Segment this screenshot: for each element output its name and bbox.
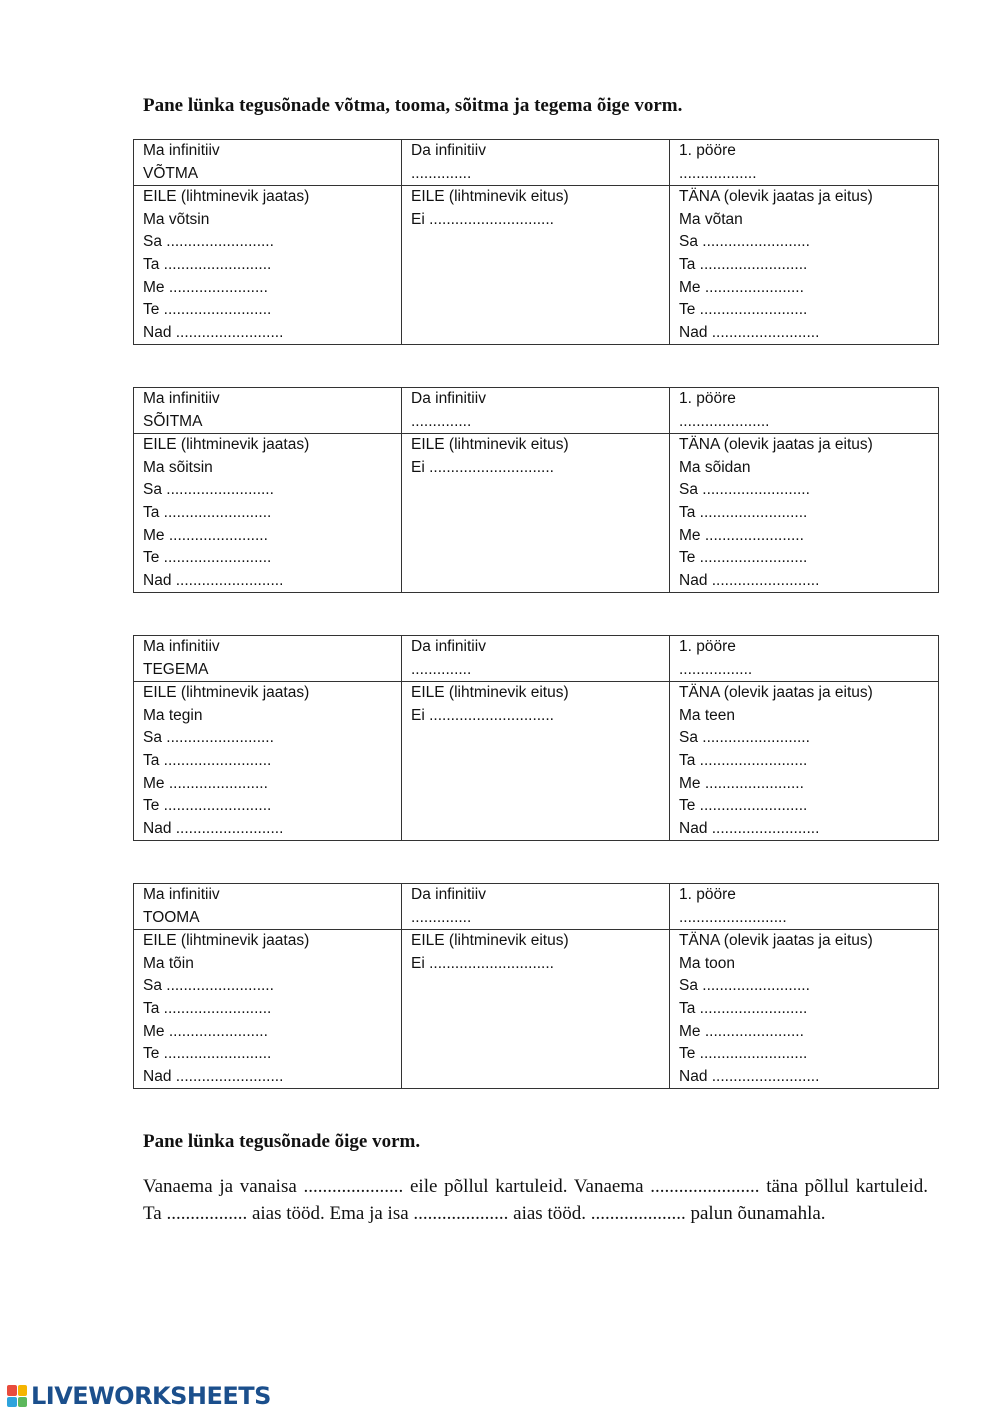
blank-field[interactable]: Ei ............................. — [411, 706, 554, 724]
blank-field[interactable]: Ei ............................. — [411, 458, 554, 476]
blank-field[interactable]: Nad ......................... — [679, 571, 820, 589]
blank-field[interactable]: Te ......................... — [143, 301, 272, 319]
first-person-cell — [670, 388, 939, 434]
blank-field[interactable]: Me ....................... — [143, 278, 268, 296]
past-negative-cell — [402, 186, 670, 345]
section-title: Pane lünka tegusõnade õige vorm. — [143, 1131, 421, 1152]
da-infinitive-cell — [402, 140, 670, 186]
blank-field[interactable]: Me ....................... — [679, 774, 804, 792]
cell-line: Da infinitiiv — [411, 886, 486, 903]
blank-field[interactable]: Te ......................... — [679, 1045, 808, 1063]
blank-field[interactable]: Te ......................... — [679, 301, 808, 319]
blank-field[interactable]: Sa ......................... — [679, 481, 810, 499]
blank-field[interactable]: Sa ......................... — [679, 233, 810, 251]
blank-field[interactable]: Nad ......................... — [679, 819, 820, 837]
cell-heading: EILE (lihtminevik eitus) — [411, 188, 569, 206]
logo-square — [18, 1385, 28, 1396]
blank-field[interactable]: .............. — [411, 164, 472, 182]
first-person-cell — [670, 140, 939, 186]
verb-table-tegema — [133, 635, 939, 841]
cell-line: 1. pööre — [679, 142, 736, 159]
da-infinitive-cell — [402, 636, 670, 682]
ma-infinitive-cell — [134, 140, 402, 186]
ma-infinitive-cell — [134, 884, 402, 930]
cell-line: Ma infinitiiv — [143, 142, 220, 159]
blank-field[interactable]: Ta ......................... — [679, 751, 808, 769]
da-infinitive-cell — [402, 388, 670, 434]
blank-field[interactable]: Me ....................... — [679, 1022, 804, 1040]
blank-field[interactable]: Sa ......................... — [143, 729, 274, 747]
table-body-row — [134, 682, 939, 841]
past-affirmative-cell — [134, 682, 402, 841]
past-negative-cell — [402, 930, 670, 1089]
verb-table-soitma — [133, 387, 939, 593]
table-header-row — [134, 636, 939, 682]
present-cell — [670, 434, 939, 593]
blank-field[interactable]: ......................... — [679, 908, 787, 926]
blank-field[interactable]: Nad ......................... — [143, 571, 284, 589]
blank-field[interactable]: Nad ......................... — [679, 1067, 820, 1085]
logo-square — [18, 1397, 28, 1408]
da-infinitive-cell — [402, 884, 670, 930]
cell-heading: TÄNA (olevik jaatas ja eitus) — [679, 932, 873, 950]
blank-field[interactable]: ..................... — [679, 412, 770, 430]
fill-in-paragraph[interactable]: Vanaema ja vanaisa ..................... eile põllul kartuleid. Vanaema ....................... täna põllul kartuleid. Ta ................. aias tööd. Ema ja isa .................... aias tööd. .................... palun õunamahla. — [143, 1176, 928, 1224]
verb-name: TEGEMA — [143, 660, 209, 678]
verb-name: SÕITMA — [143, 412, 203, 430]
blank-field[interactable]: Ta ......................... — [679, 503, 808, 521]
logo-square — [7, 1385, 17, 1396]
logo-text: LIVEWORKSHEETS — [31, 1382, 271, 1410]
liveworksheets-logo[interactable] — [7, 1381, 271, 1411]
cell-heading: EILE (lihtminevik jaatas) — [143, 436, 310, 454]
verb-name: VÕTMA — [143, 164, 199, 182]
blank-field[interactable]: Ei ............................. — [411, 210, 554, 228]
cell-line: 1. pööre — [679, 390, 736, 407]
past-affirmative-cell — [134, 930, 402, 1089]
ma-infinitive-cell — [134, 636, 402, 682]
cell-heading: TÄNA (olevik jaatas ja eitus) — [679, 436, 873, 454]
blank-field[interactable]: Me ....................... — [143, 1022, 268, 1040]
blank-field[interactable]: Sa ......................... — [679, 977, 810, 995]
example-form: Ma sõidan — [679, 458, 751, 476]
blank-field[interactable]: Te ......................... — [143, 797, 272, 815]
blank-field[interactable]: Te ......................... — [143, 549, 272, 567]
present-cell — [670, 930, 939, 1089]
blank-field[interactable]: Sa ......................... — [143, 233, 274, 251]
blank-field[interactable]: Nad ......................... — [143, 819, 284, 837]
first-person-cell — [670, 884, 939, 930]
example-form: Ma toon — [679, 954, 736, 972]
blank-field[interactable]: Me ....................... — [679, 526, 804, 544]
table-header-row — [134, 884, 939, 930]
blank-field[interactable]: Me ....................... — [679, 278, 804, 296]
example-form: Ma sõitsin — [143, 458, 213, 476]
example-form: Ma võtan — [679, 210, 743, 228]
table-header-row — [134, 388, 939, 434]
table-body-row — [134, 186, 939, 345]
cell-heading: EILE (lihtminevik jaatas) — [143, 188, 310, 206]
present-cell — [670, 186, 939, 345]
blank-field[interactable]: Ta ......................... — [679, 999, 808, 1017]
blank-field[interactable]: Sa ......................... — [143, 481, 274, 499]
logo-mark-icon — [7, 1385, 27, 1407]
cell-line: Da infinitiiv — [411, 638, 486, 655]
cell-heading: EILE (lihtminevik jaatas) — [143, 932, 310, 950]
cell-line: Ma infinitiiv — [143, 886, 220, 903]
blank-field[interactable]: Ta ......................... — [143, 255, 272, 273]
cell-line: Ma infinitiiv — [143, 390, 220, 407]
blank-field[interactable]: Ta ......................... — [143, 503, 272, 521]
blank-field[interactable]: Nad ......................... — [143, 1067, 284, 1085]
blank-field[interactable]: Te ......................... — [679, 797, 808, 815]
cell-heading: EILE (lihtminevik eitus) — [411, 684, 569, 702]
cell-heading: TÄNA (olevik jaatas ja eitus) — [679, 684, 873, 702]
present-cell — [670, 682, 939, 841]
blank-field[interactable]: Sa ......................... — [143, 977, 274, 995]
blank-field[interactable]: .............. — [411, 908, 472, 926]
blank-field[interactable]: .................. — [679, 164, 757, 182]
cell-line: 1. pööre — [679, 886, 736, 903]
blank-field[interactable]: Te ......................... — [143, 1045, 272, 1063]
blank-field[interactable]: Ta ......................... — [143, 999, 272, 1017]
table-body-row — [134, 434, 939, 593]
ma-infinitive-cell — [134, 388, 402, 434]
cell-line: 1. pööre — [679, 638, 736, 655]
first-person-cell — [670, 636, 939, 682]
verb-table-votma — [133, 139, 939, 345]
verb-table-tooma — [133, 883, 939, 1089]
blank-field[interactable]: Nad ......................... — [143, 323, 284, 341]
past-affirmative-cell — [134, 434, 402, 593]
cell-line: Da infinitiiv — [411, 142, 486, 159]
table-header-row — [134, 140, 939, 186]
past-negative-cell — [402, 682, 670, 841]
blank-field[interactable]: Ei ............................. — [411, 954, 554, 972]
cell-heading: TÄNA (olevik jaatas ja eitus) — [679, 188, 873, 206]
past-affirmative-cell — [134, 186, 402, 345]
past-negative-cell — [402, 434, 670, 593]
blank-field[interactable]: Ta ......................... — [143, 751, 272, 769]
blank-field[interactable]: Me ....................... — [143, 526, 268, 544]
cell-heading: EILE (lihtminevik eitus) — [411, 932, 569, 950]
cell-line: Da infinitiiv — [411, 390, 486, 407]
example-form: Ma tõin — [143, 954, 194, 972]
example-form: Ma tegin — [143, 706, 203, 724]
blank-field[interactable]: Sa ......................... — [679, 729, 810, 747]
blank-field[interactable]: ................. — [679, 660, 753, 678]
example-form: Ma teen — [679, 706, 736, 724]
table-body-row — [134, 930, 939, 1089]
logo-square — [7, 1397, 17, 1408]
blank-field[interactable]: .............. — [411, 660, 472, 678]
blank-field[interactable]: .............. — [411, 412, 472, 430]
worksheet-title: Pane lünka tegusõnade võtma, tooma, sõitma ja tegema õige vorm. — [143, 95, 683, 116]
cell-heading: EILE (lihtminevik jaatas) — [143, 684, 310, 702]
cell-heading: EILE (lihtminevik eitus) — [411, 436, 569, 454]
blank-field[interactable]: Nad ......................... — [679, 323, 820, 341]
blank-field[interactable]: Ta ......................... — [679, 255, 808, 273]
blank-field[interactable]: Te ......................... — [679, 549, 808, 567]
example-form: Ma võtsin — [143, 210, 210, 228]
verb-name: TOOMA — [143, 908, 200, 926]
blank-field[interactable]: Me ....................... — [143, 774, 268, 792]
cell-line: Ma infinitiiv — [143, 638, 220, 655]
